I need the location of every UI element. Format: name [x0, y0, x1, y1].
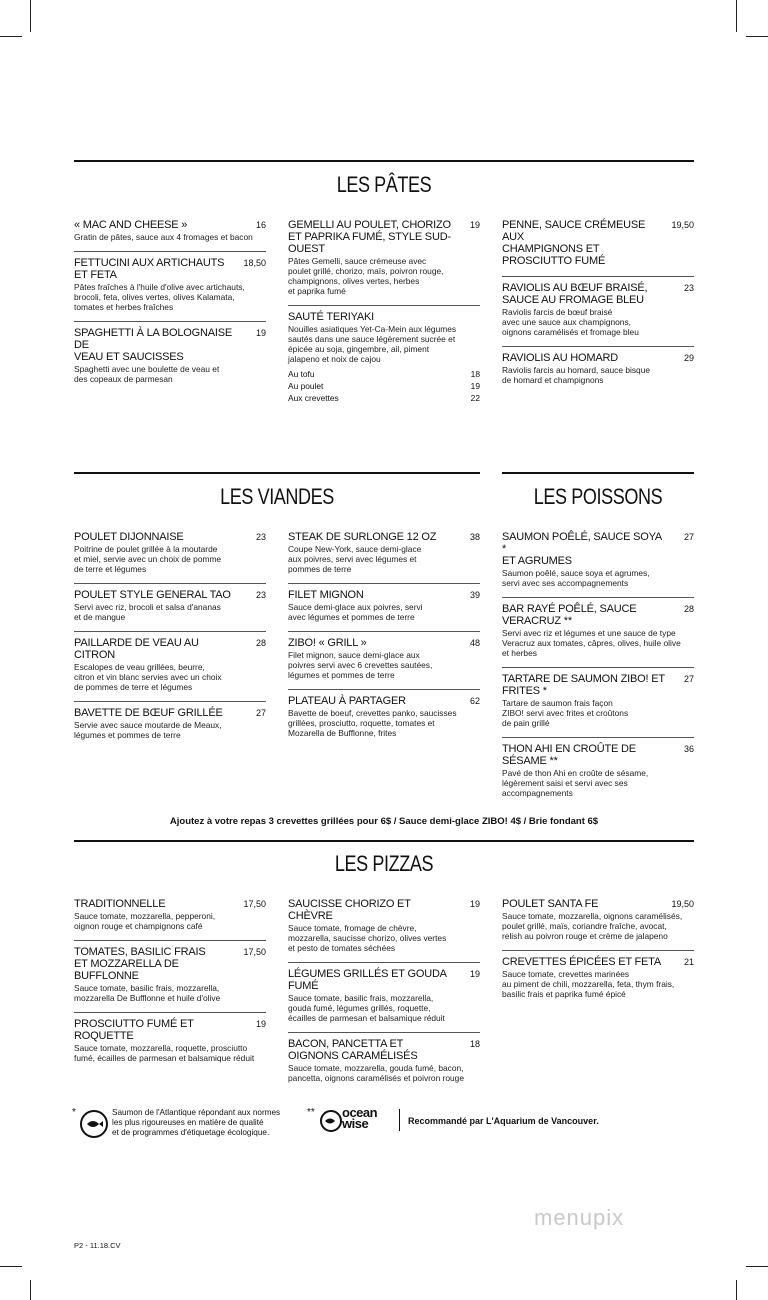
item-price: 29 [683, 353, 694, 363]
menu-item [288, 531, 480, 583]
item-price: 39 [469, 590, 480, 600]
poissons-column [502, 531, 694, 807]
watermark: menupix [534, 1205, 625, 1230]
item-name: SAUTÉ TERIYAKI [288, 311, 375, 323]
item-option [288, 368, 480, 380]
menu-item [502, 346, 694, 394]
viandes-column-2 [288, 531, 480, 747]
menu-item [288, 583, 480, 631]
item-name: SAUMON POÊLÉ, SAUCE SOYA * ET AGRUMES [502, 531, 662, 567]
item-description: Sauce tomate, basilic frais, mozzarella, gouda fumé, légumes grillés, roquette, écailles de parmesan et balsamique réduit [288, 993, 445, 1023]
crop-mark [736, 1280, 737, 1300]
crop-mark [30, 0, 31, 32]
item-price: 27 [683, 674, 694, 684]
item-price: 19 [469, 969, 480, 979]
item-name: BAR RAYÉ POÊLÉ, SAUCE VERACRUZ ** [502, 603, 637, 627]
item-description: Servie avec sauce moutarde de Meaux, légumes et pommes de terre [74, 720, 222, 740]
item-price: 19 [255, 328, 266, 338]
item-description: Coupe New-York, sauce demi-glace aux poivres, servi avec légumes et pommes de terre [288, 544, 422, 574]
section-title-poissons: LES POISSONS [533, 484, 663, 509]
option-price: 19 [470, 381, 480, 391]
item-price: 23 [255, 532, 266, 542]
document-code: P2 - 11.18.CV [74, 1241, 121, 1250]
item-price: 28 [683, 604, 694, 614]
item-name: SAUCISSE CHORIZO ET CHÈVRE [288, 898, 411, 922]
ocean-wise-logo [342, 1107, 377, 1129]
item-description: Servi avec riz, brocoli et salsa d'ananas et de mangue [74, 602, 221, 622]
fish-icon [322, 1112, 340, 1130]
menu-item [74, 631, 266, 701]
item-name: POULET SANTA FE [502, 898, 599, 910]
item-price: 38 [469, 532, 480, 542]
menu-item [502, 898, 694, 950]
footnote-aquarium: Recommandé par L'Aquarium de Vancouver. [408, 1116, 599, 1126]
item-price: 17,50 [243, 899, 266, 909]
item-name: GEMELLI AU POULET, CHORIZO ET PAPRIKA FUMÉ, STYLE SUD-OUEST [288, 219, 451, 255]
section-rule [74, 160, 694, 162]
section-rule [502, 472, 694, 474]
item-name: POULET STYLE GENERAL TAO [74, 589, 231, 601]
item-description: Bavette de boeuf, crevettes panko, saucisses grillées, prosciutto, roquette, tomates et Mozarella de Bufflonne, frites [288, 708, 457, 738]
menu-item [502, 276, 694, 346]
menu-item [74, 321, 266, 393]
item-name: BACON, PANCETTA ET OIGNONS CARAMÉLISÉS [288, 1038, 418, 1062]
item-description: Pâtes fraîches à l'huile d'olive avec artichauts, brocoli, feta, olives vertes, olives Kalamata, tomates et herbes fraîches [74, 282, 245, 312]
item-price: 16 [255, 220, 266, 230]
item-name: PLATEAU À PARTAGER [288, 695, 406, 707]
menu-item [74, 583, 266, 631]
menu-item [502, 950, 694, 1008]
viandes-column-1 [74, 531, 266, 749]
option-price: 18 [470, 369, 480, 379]
item-description: Servi avec riz et légumes et une sauce de type Veracruz aux tomates, câpres, olives, huile olive et herbes [502, 628, 681, 658]
item-description: Sauce tomate, mozzarella, pepperoni, oignon rouge et champignons café [74, 911, 216, 931]
menu-item [288, 305, 480, 413]
item-price: 23 [255, 590, 266, 600]
option-price: 22 [470, 393, 480, 403]
pizzas-column-2 [288, 898, 480, 1092]
item-name: TRADITIONNELLE [74, 898, 166, 910]
item-option [288, 392, 480, 404]
menu-item [502, 667, 694, 737]
item-name: « MAC AND CHEESE » [74, 219, 188, 231]
item-name: TARTARE DE SAUMON ZIBO! ET FRITES * [502, 673, 665, 697]
wise-logo-text: wise [342, 1116, 369, 1131]
menu-item [74, 898, 266, 940]
section-title-viandes: LES VIANDES [220, 484, 334, 509]
crop-mark [30, 1280, 31, 1300]
item-price: 19 [469, 899, 480, 909]
fish-icon [82, 1112, 106, 1136]
item-description: Sauce tomate, mozzarella, roquette, prosciutto fumé, écailles de parmesan et balsamique réduit [74, 1043, 255, 1063]
pates-column-1 [74, 219, 266, 393]
item-description: Sauce tomate, mozzarella, gouda fumé, bacon, pancetta, oignons caramélisés et poivron rouge [288, 1063, 464, 1083]
item-price: 19,50 [671, 899, 694, 909]
item-price: 18 [469, 1039, 480, 1049]
menu-item [502, 531, 694, 597]
item-description: Sauce tomate, mozzarella, oignons caramélisés, poulet grillé, maïs, coriandre fraîche, avocat, relish au poivron rouge et crème de jalapeno [502, 911, 683, 941]
item-description: Sauce tomate, fromage de chèvre, mozzarella, saucisse chorizo, olives vertes et pesto de tomates séchées [288, 923, 447, 953]
item-description: Sauce tomate, crevettes marinées au piment de chili, mozzarella, feta, thym frais, basilic frais et paprika fumé épicé [502, 969, 675, 999]
item-price: 19 [469, 220, 480, 230]
item-description: Raviolis farcis de bœuf braisé avec une sauce aux champignons, oignons caramélisés et fromage bleu [502, 307, 639, 337]
option-label: Aux crevettes [288, 393, 339, 403]
item-description: Gratin de pâtes, sauce aux 4 fromages et bacon [74, 232, 253, 242]
item-name: CREVETTES ÉPICÉES ET FETA [502, 956, 662, 968]
item-name: LÉGUMES GRILLÉS ET GOUDA FUMÉ [288, 968, 447, 992]
crop-mark [0, 1266, 22, 1267]
item-name: THON AHI EN CROÛTE DE SÉSAME ** [502, 743, 636, 767]
item-name: TOMATES, BASILIC FRAIS ET MOZZARELLA DE BUFFLONNE [74, 946, 206, 982]
item-description: Raviolis farcis au homard, sauce bisque de homard et champignons [502, 365, 651, 385]
item-name: STEAK DE SURLONGE 12 OZ [288, 531, 437, 543]
crop-mark [0, 36, 22, 37]
menu-item [288, 689, 480, 747]
item-description: Tartare de saumon frais façon ZIBO! servi avec frites et croûtons de pain grillé [502, 698, 629, 728]
footnote-salmon: Saumon de l'Atlantique répondant aux normes les plus rigoureuses en matière de qualité et de programmes d'étiquetage écologique. [112, 1108, 281, 1137]
item-description: Filet mignon, sauce demi-glace aux poivres servi avec 6 crevettes sautées, légumes et pommes de terre [288, 650, 433, 680]
item-description: Sauce demi-glace aux poivres, servi avec légumes et pommes de terre [288, 602, 423, 622]
crop-mark [746, 36, 768, 37]
item-name: SPAGHETTI À LA BOLOGNAISE DE VEAU ET SAUCISSES [74, 327, 233, 363]
pates-column-2 [288, 219, 480, 413]
item-name: ZIBO! « GRILL » [288, 637, 367, 649]
item-name: PAILLARDE DE VEAU AU CITRON [74, 637, 199, 661]
item-price: 19,50 [671, 220, 694, 230]
addon-note: Ajoutez à votre repas 3 crevettes grillées pour 6$ / Sauce demi-glace ZIBO! 4$ / Brie fondant 6$ [169, 816, 599, 827]
item-name: RAVIOLIS AU BŒUF BRAISÉ, SAUCE AU FROMAGE BLEU [502, 282, 648, 306]
item-price: 18,50 [243, 258, 266, 268]
footnote-double-star: ** [307, 1107, 315, 1118]
menu-item [74, 219, 266, 251]
item-name: FILET MIGNON [288, 589, 364, 601]
item-name: PROSCIUTTO FUMÉ ET ROQUETTE [74, 1018, 194, 1042]
item-name: FETTUCINI AUX ARTICHAUTS ET FETA [74, 257, 225, 281]
footer-divider [399, 1109, 400, 1131]
section-title-pates: LES PÂTES [336, 172, 432, 197]
item-description: Escalopes de veau grillées, beurre, citron et vin blanc servies avec un choix de pommes de terre et légumes [74, 662, 222, 692]
item-description: Sauce tomate, basilic frais, mozzarella, mozzarella De Bufflonne et huile d'olive [74, 983, 221, 1003]
menu-item [502, 219, 694, 276]
item-name: BAVETTE DE BŒUF GRILLÉE [74, 707, 223, 719]
item-price: 28 [255, 638, 266, 648]
item-price: 23 [683, 283, 694, 293]
item-price: 21 [683, 957, 694, 967]
item-name: RAVIOLIS AU HOMARD [502, 352, 618, 364]
menu-item [288, 219, 480, 305]
item-option [288, 380, 480, 392]
item-price: 17,50 [243, 947, 266, 957]
menu-item [74, 701, 266, 749]
menu-item [288, 898, 480, 962]
ocean-wise-icon [320, 1110, 342, 1132]
menu-item [288, 1032, 480, 1092]
menu-item [502, 597, 694, 667]
eco-certification-icon [80, 1110, 108, 1138]
pates-column-3 [502, 219, 694, 394]
menu-item [74, 531, 266, 583]
ocean-logo-text: ocean [342, 1105, 378, 1120]
section-rule [74, 840, 694, 842]
section-title-pizzas: LES PIZZAS [334, 851, 434, 876]
item-name: PENNE, SAUCE CRÉMEUSE AUX CHAMPIGNONS ET PROSCIUTTO FUMÉ [502, 219, 646, 267]
item-price: 27 [683, 532, 694, 542]
item-name: POULET DIJONNAISE [74, 531, 184, 543]
item-price: 48 [469, 638, 480, 648]
item-price: 62 [469, 696, 480, 706]
option-label: Au poulet [288, 381, 324, 391]
pizzas-column-1 [74, 898, 266, 1072]
item-price: 36 [683, 744, 694, 754]
footnote-star: * [72, 1107, 76, 1118]
item-description: Pavé de thon Ahi en croûte de sésame, légèrement saisi et servi avec ses accompagnements [502, 768, 649, 798]
item-price: 19 [255, 1019, 266, 1029]
menu-item [74, 940, 266, 1012]
item-description: Nouilles asiatiques Yet-Ca-Mein aux légumes sautés dans une sauce légèrement sucrée et épicée au soja, gingembre, ail, piment jalapeno et noix de cajou [288, 324, 457, 364]
menu-item [502, 737, 694, 807]
menu-item [288, 962, 480, 1032]
section-rule [74, 472, 480, 474]
crop-mark [736, 0, 737, 32]
option-label: Au tofu [288, 369, 315, 379]
menu-item [288, 631, 480, 689]
item-description: Saumon poêlé, sauce soya et agrumes, servi avec ses accompagnements [502, 568, 650, 588]
crop-mark [746, 1266, 768, 1267]
pizzas-column-3 [502, 898, 694, 1008]
item-price: 27 [255, 708, 266, 718]
menu-item [74, 251, 266, 321]
item-description: Pâtes Gemelli, sauce crémeuse avec poulet grillé, chorizo, maïs, poivron rouge, champignons, olives vertes, herbes et paprika fumé [288, 256, 444, 296]
menu-item [74, 1012, 266, 1072]
item-description: Spaghetti avec une boulette de veau et des copeaux de parmesan [74, 364, 220, 384]
item-description: Poitrine de poulet grillée à la moutarde et miel, servie avec un choix de pomme de terre et légumes [74, 544, 222, 574]
